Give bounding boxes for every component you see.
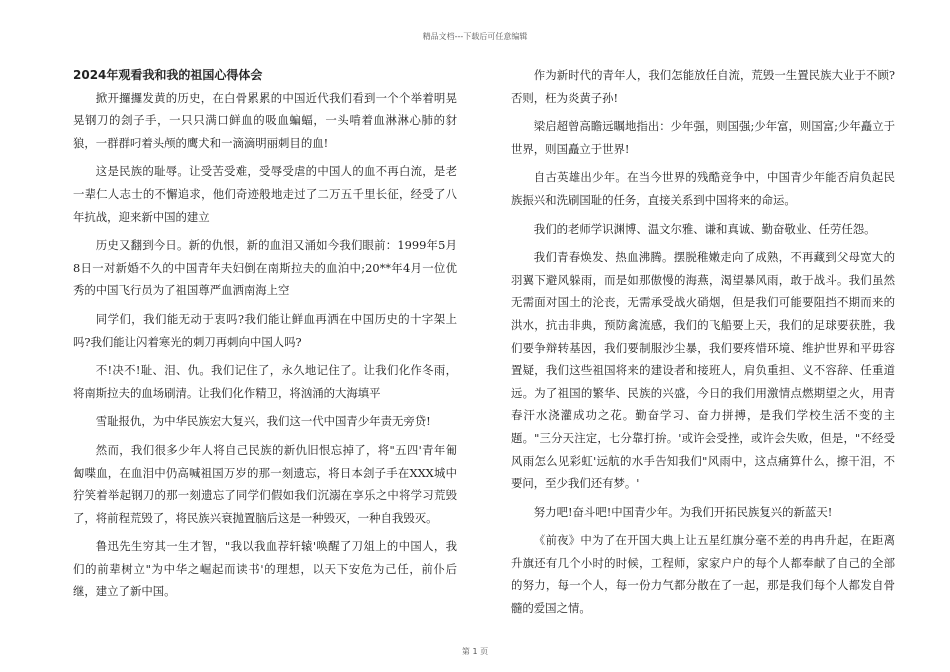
paragraph: 掀开攞攞发黄的历史，在白骨累累的中国近代我们看到一个个举着明晃晃钢刀的刽子手，一只只满口鲜血的吸血蝙蝠，一头啃着血淋淋心肺的豺狼，一群群叼着头颅的鹰犬和一滴滴明丽刺目的血! [73, 90, 457, 150]
paragraph: 梁启超曾高瞻远瞩地指出：少年强，则国强;少年富，则国富;少年矗立于世界，则国矗立于世界! [511, 119, 895, 156]
paragraph: 同学们，我们能无动于衷吗?我们能让鲜血再洒在中国历史的十字架上吗?我们能让闪着寒光的刺刀再刺向中国人吗? [73, 311, 457, 349]
paragraph: 鲁迅先生穷其一生才智，"我以我血荐轩辕'唤醒了刀俎上的中国人，我们的前辈树立"为中华之崛起而读书'的理想，以天下安危为己任，前仆后继，建立了新中国。 [73, 539, 457, 599]
paragraph: 不!决不!耻、泪、仇。我们记住了，永久地记住了。让我们化作冬雨，将南斯拉夫的血场刷清。让我们化作精卫，将汹涌的大海填平 [73, 363, 457, 400]
paragraph: 我们的老师学识渊博、温文尔雅、谦和真诚、勤奋敬业、任劳任怨。 [533, 221, 876, 236]
paragraph: 作为新时代的青年人，我们怎能放任自流，荒毁一生置民族大业于不顾?否则，枉为炎黄子孙! [511, 68, 895, 105]
paragraph: 努力吧!奋斗吧!中国青少年。为我们开拓民族复兴的新蓝天! [533, 504, 833, 519]
page-footer: 第 1 页 [461, 647, 489, 656]
paragraph: 自古英雄出少年。在当今世界的残酷竞争中，中国青少年能否肩负起民族振兴和洗刷国耻的任务，直接关系到中国将来的命运。 [511, 170, 895, 207]
page-header: 精品文档---下载后可任意编辑 [422, 32, 528, 41]
paragraph: 这是民族的耻辱。让受苦受难，受辱受虐的中国人的血不再白流，是老一辈仁人志士的不懈追求，他们奇迹般地走过了二万五千里长征，经受了八年抗战，迎来新中国的建立 [73, 164, 457, 224]
right-column [511, 64, 895, 620]
left-column [73, 64, 457, 603]
document-title: 2024年观看我和我的祖国心得体会 [73, 68, 263, 82]
paragraph: 然而，我们很多少年人将自己民族的新仇旧恨忘掉了，将"五四'青年匍匐喋血，在血泪中仍高喊祖国万岁的那一刻遗忘，将日本刽子手在XXX城中狞笑着举起钢刀的那一刻遗忘了同学们假如我们沉溺在享乐之中将学习荒毁了，将前程荒毁了，将民族兴衰抛置脑后这是一种毁灭，一种自我毁灭。 [73, 442, 457, 525]
paragraph: 雪耻报仇，为中华民族宏大复兴，我们这一代中国青少年责无旁贷! [95, 414, 431, 429]
paragraph: 历史又翻到今日。新的仇恨，新的血泪又涌如今我们眼前：1999年5月8日一对新婚不久的中国青年夫妇倒在南斯拉夫的血泊中;20**年4月一位优秀的中国飞行员为了祖国尊严血洒南海上空 [73, 238, 457, 298]
paragraph: 我们青春焕发、热血沸腾。摆脱稚嫩走向了成熟，不再藏到父母宽大的羽翼下避风躲雨，而是如那傲慢的海燕，渴望暴风雨，敢于战斗。我们虽然无需面对国土的沦丧，无需承受战火硝烟，但是我们可能要阻挡不期而来的洪水，抗击非典，预防禽流感，我们的飞船要上天，我们的足球要获胜，我们要争辩转基因，我们要制服沙尘暴，我们要疼惜环境、维护世界和平毋容置疑，我们这些祖国将来的建设者和接班人，肩负重担、义不容辞、任重道远。为了祖国的繁华、民族的兴盛，今日的我们用激情点燃期望之火，用青春汗水浇灌成功之花。勤奋学习、奋力拼搏，是我们学校生活不变的主题。"三分天注定，七分靠打拚。'或许会受挫，或许会失败，但是，"不经受风雨怎么见彩虹'远航的水手告知我们"风雨中，这点痛算什么，擦干泪，不要问，至少我们还有梦。' [511, 250, 895, 491]
paragraph: 《前夜》中为了在开国大典上让五星红旗分毫不差的冉冉升起，在距离升旗还有几个小时的时候，工程师，家家户户的每个人都奉献了自己的全部的努力，每一个人，每一份力气都分散在了一起，那是我们每个人都发自骨髓的爱国之情。 [511, 533, 895, 616]
